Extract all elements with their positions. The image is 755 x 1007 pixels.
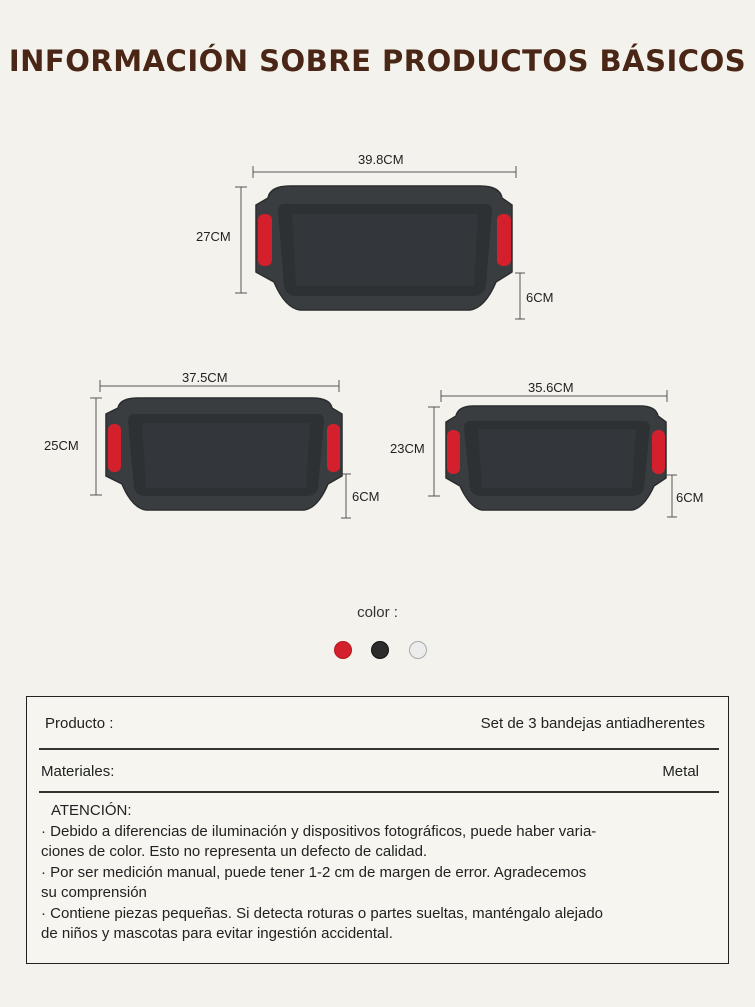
page-title: INFORMACIÓN SOBRE PRODUCTOS BÁSICOS	[8, 44, 747, 78]
color-swatch-black[interactable]	[371, 641, 389, 659]
medium-pan-height-label: 6CM	[352, 489, 380, 504]
product-value: Set de 3 bandejas antiadherentes	[480, 715, 705, 732]
note-line: · Contiene piezas pequeñas. Si detecta roturas o partes sueltas, manténgalo alejado	[41, 904, 604, 922]
medium-pan-width-label: 25CM	[44, 438, 79, 453]
materials-label: Materiales:	[41, 763, 115, 780]
color-swatch-red[interactable]	[334, 641, 352, 659]
materials-value: Metal	[662, 763, 699, 780]
divider	[39, 748, 719, 750]
color-label: color :	[357, 604, 398, 621]
large-pan-length-label: 39.8CM	[358, 152, 404, 167]
medium-pan-length-label: 37.5CM	[182, 370, 228, 385]
note-line: ciones de color. Esto no representa un defecto de calidad.	[41, 843, 428, 860]
color-swatch-white[interactable]	[409, 641, 427, 659]
attention-notes	[41, 801, 721, 945]
product-label: Producto :	[45, 715, 114, 732]
small-pan-width-label: 23CM	[390, 441, 425, 456]
attention-title: ATENCIÓN:	[51, 802, 132, 819]
product-info-box	[26, 696, 729, 964]
small-pan-height-label: 6CM	[676, 490, 704, 505]
large-pan-width-label: 27CM	[196, 229, 231, 244]
note-line: · Debido a diferencias de iluminación y dispositivos fotográficos, puede haber varia-	[41, 822, 597, 840]
note-line: · Por ser medición manual, puede tener 1-2 cm de margen de error. Agradecemos	[41, 863, 587, 881]
large-pan-height-label: 6CM	[526, 290, 554, 305]
note-line: de niños y mascotas para evitar ingestión accidental.	[41, 925, 393, 942]
note-line: su comprensión	[41, 884, 147, 901]
divider	[39, 791, 719, 793]
small-pan-length-label: 35.6CM	[528, 380, 574, 395]
